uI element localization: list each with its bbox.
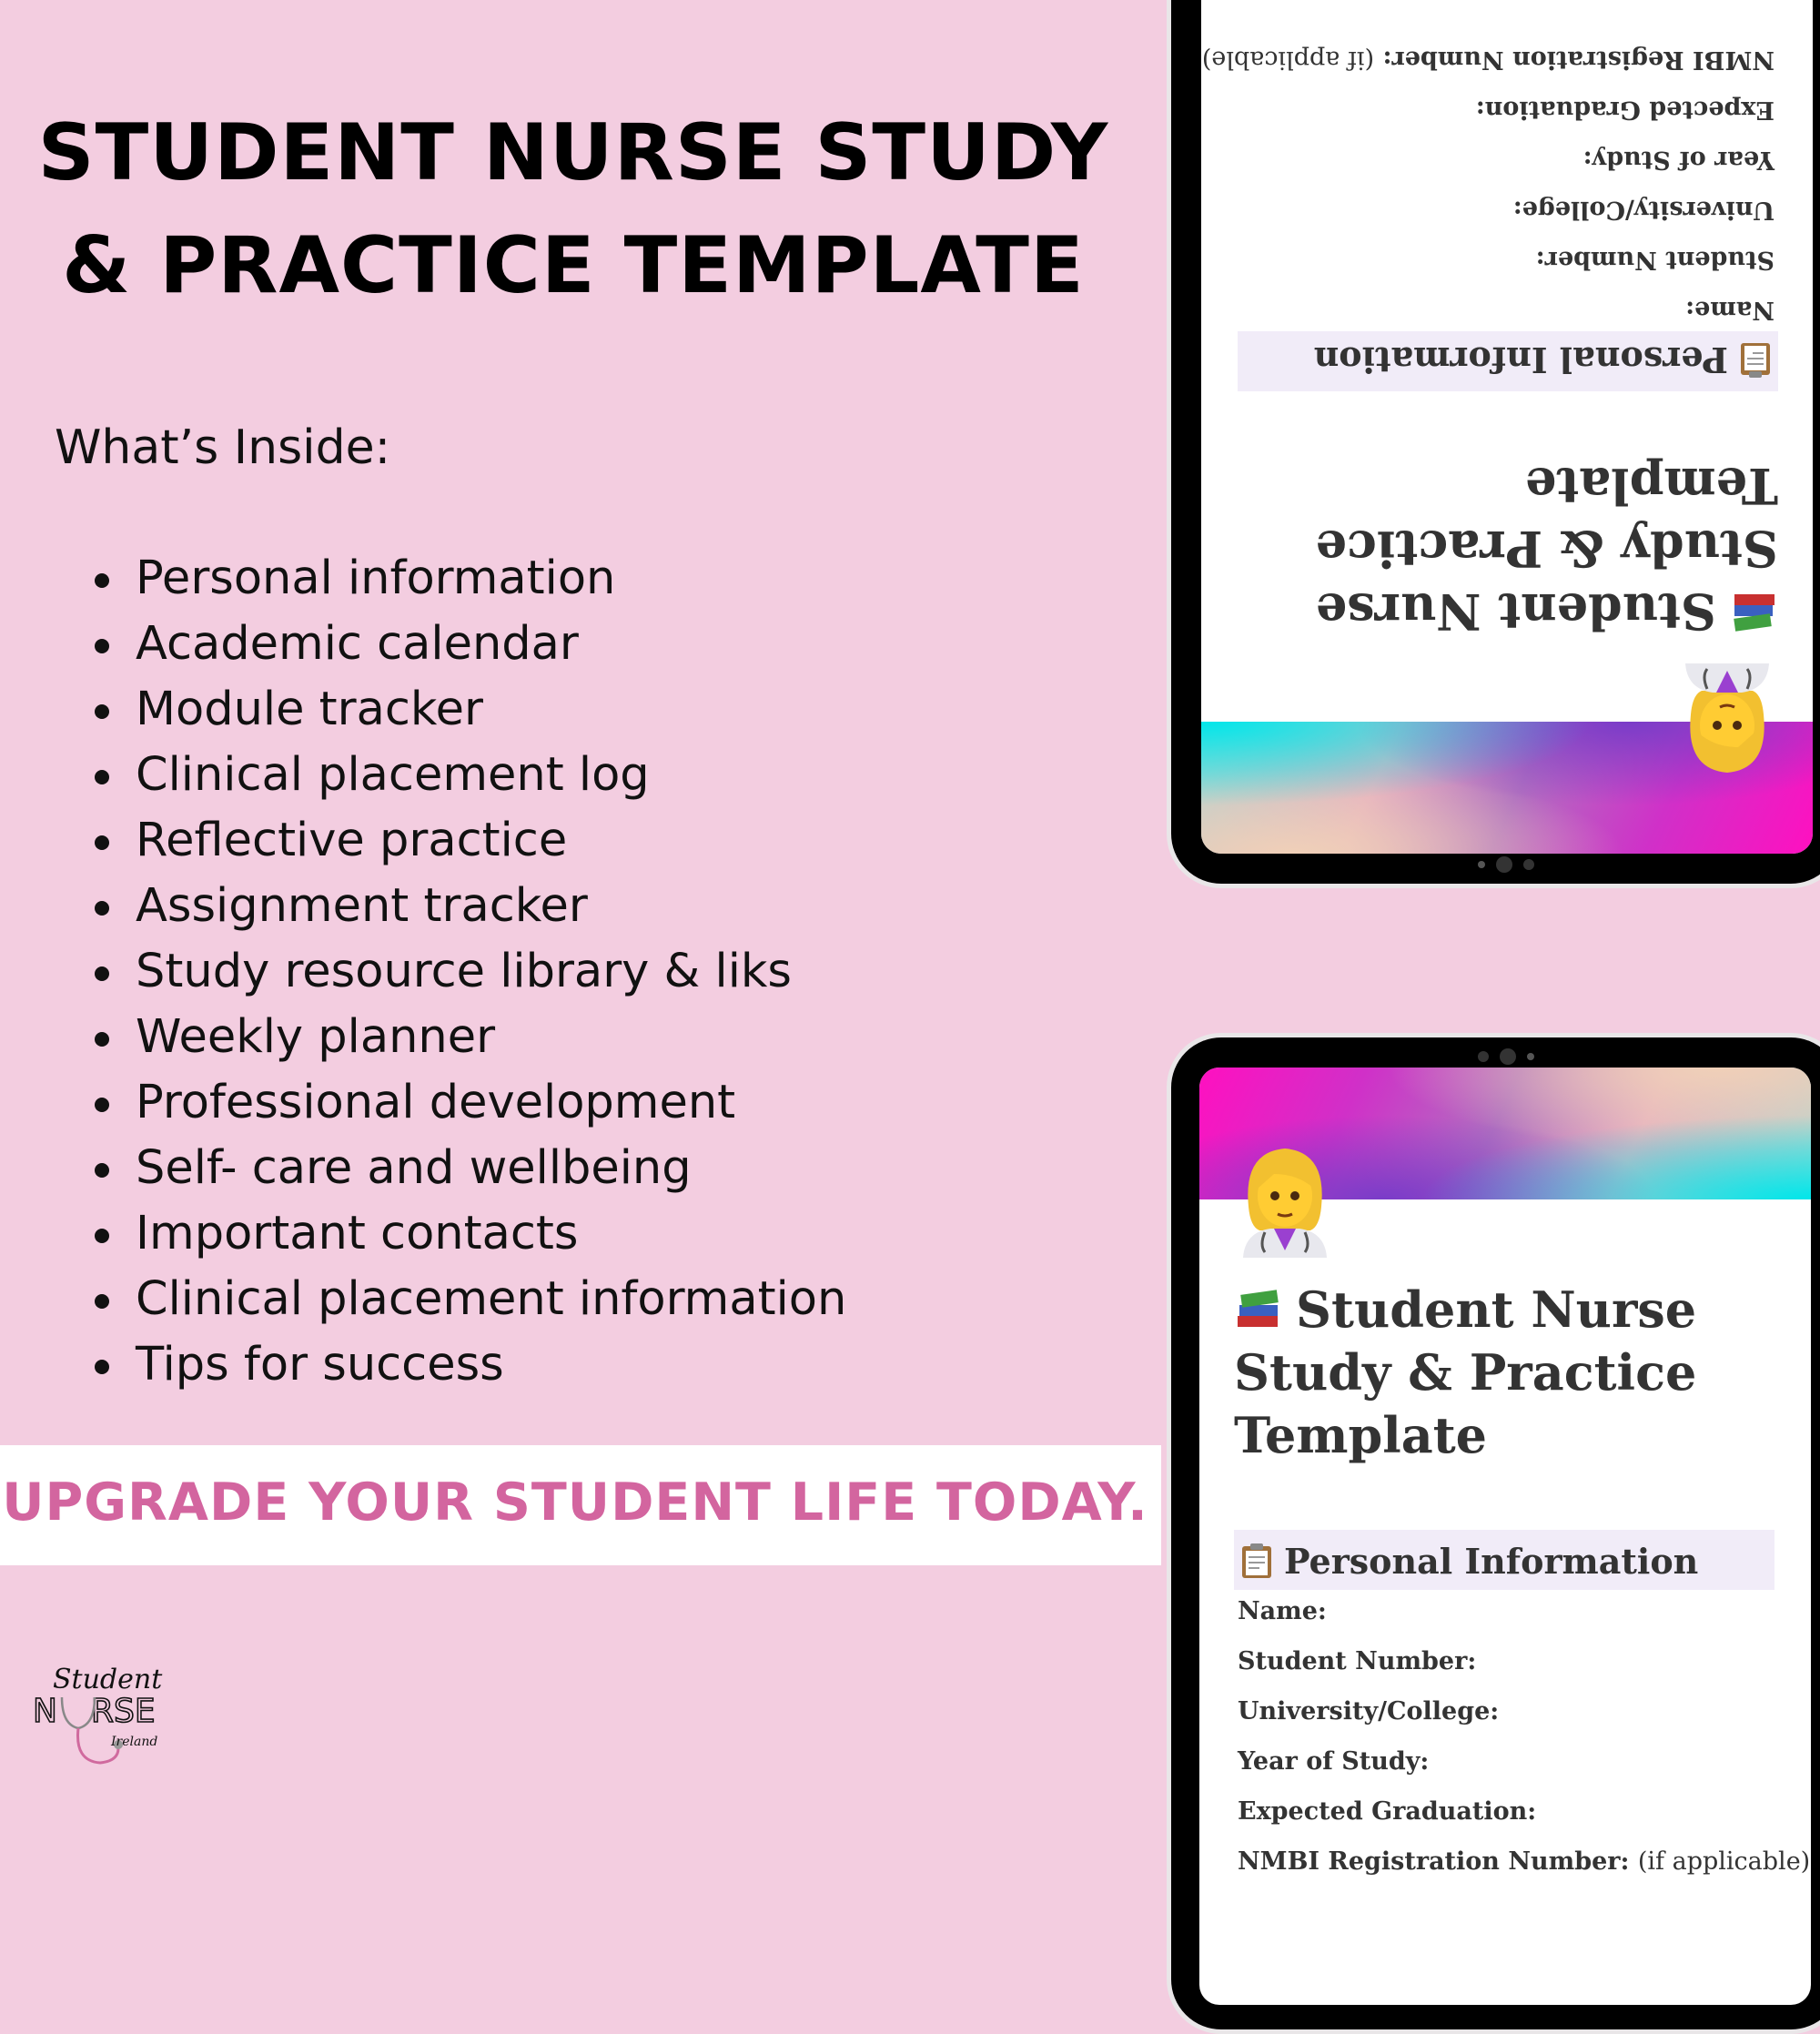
svg-text:N: N: [33, 1693, 57, 1730]
title-line-3: Template: [1524, 457, 1778, 515]
inside-item-label: Clinical placement log: [136, 748, 650, 802]
nmbi-note: (if applicable): [1201, 46, 1375, 74]
bullet-icon: [95, 1032, 109, 1047]
inside-list-item: [89, 1070, 846, 1136]
inside-item-label: Professional development: [136, 1076, 736, 1129]
field-year-of-study: Year of Study:: [1238, 1747, 1430, 1776]
inside-item-label: Tips for success: [136, 1338, 504, 1391]
section-title: Personal Information: [1284, 1541, 1699, 1582]
title-line-1: Student Nurse: [1315, 582, 1716, 641]
title-line-3: Template: [1234, 1406, 1488, 1464]
page-title: [1234, 1279, 1696, 1467]
inside-item-label: Clinical placement information: [136, 1272, 847, 1326]
inside-list-item: [89, 939, 846, 1005]
bullet-icon: [95, 1229, 109, 1243]
notion-page-screen: [1199, 1068, 1811, 2005]
field-student-number: Student Number:: [1238, 1647, 1477, 1675]
books-icon: [1729, 591, 1778, 636]
inside-list: [89, 546, 846, 1398]
field-nmbi-number: [1238, 1847, 1810, 1876]
bullet-icon: [95, 770, 109, 784]
title-line-1: Student Nurse: [1296, 1280, 1697, 1339]
inside-item-label: Module tracker: [136, 683, 483, 736]
clipboard-icon: [1239, 1543, 1274, 1579]
headline-line-2: & PRACTICE TEMPLATE: [62, 220, 1085, 311]
bullet-icon: [95, 966, 109, 981]
inside-list-item: [89, 612, 846, 677]
inside-item-label: Reflective practice: [136, 814, 568, 867]
clipboard-icon: [1738, 342, 1773, 379]
cta-banner: [0, 1445, 1161, 1565]
nmbi-label: NMBI Registration Number:: [1382, 46, 1774, 74]
student-nurse-ireland-logo: [27, 1652, 173, 1775]
inside-item-label: Important contacts: [136, 1207, 579, 1260]
personal-information-header: [1234, 1530, 1774, 1590]
bullet-icon: [95, 573, 109, 588]
inside-list-item: [89, 1267, 846, 1332]
field-university: University/College:: [1238, 1697, 1500, 1725]
tablet-mockup: [1167, 1033, 1820, 2034]
field-expected-graduation: Expected Graduation:: [1475, 96, 1774, 124]
inside-item-label: Weekly planner: [136, 1010, 496, 1064]
svg-text:Student: Student: [53, 1664, 163, 1695]
title-line-2: Study & Practice: [1315, 520, 1778, 578]
inside-list-item: [89, 1136, 846, 1201]
tablet-mockup-upside-down: [1167, 0, 1820, 888]
svg-text:Ireland: Ireland: [111, 1735, 158, 1749]
inside-list-item: [89, 1201, 846, 1267]
inside-heading: What’s Inside:: [55, 420, 391, 475]
field-name: Name:: [1685, 296, 1774, 324]
bullet-icon: [95, 835, 109, 850]
books-icon: [1234, 1285, 1283, 1331]
section-title: Personal Information: [1313, 339, 1728, 380]
nmbi-note: (if applicable): [1637, 1847, 1811, 1876]
field-year-of-study: Year of Study:: [1582, 146, 1774, 174]
inside-item-label: Study resource library & liks: [136, 945, 792, 998]
camera-bar: [1171, 1048, 1820, 1065]
personal-information-header: [1238, 331, 1778, 391]
title-line-2: Study & Practice: [1234, 1343, 1697, 1402]
field-student-number: Student Number:: [1535, 246, 1774, 274]
inside-list-item: [89, 1005, 846, 1070]
woman-health-worker-icon: [1680, 663, 1774, 778]
field-university: University/College:: [1512, 196, 1774, 224]
inside-item-label: Personal information: [136, 552, 616, 605]
inside-list-item: [89, 677, 846, 743]
headline-line-1: STUDENT NURSE STUDY: [37, 107, 1109, 198]
bullet-icon: [95, 639, 109, 653]
cta-text: UPGRADE YOUR STUDENT LIFE TODAY.: [2, 1472, 1148, 1533]
camera-bar: [1171, 856, 1820, 873]
inside-list-item: [89, 808, 846, 874]
field-expected-graduation: Expected Graduation:: [1238, 1797, 1537, 1826]
bullet-icon: [95, 1098, 109, 1112]
inside-item-label: Academic calendar: [136, 617, 579, 671]
notion-page-screen: [1201, 0, 1813, 854]
bullet-icon: [95, 1163, 109, 1178]
page-title: [1316, 454, 1778, 643]
inside-list-item: [89, 546, 846, 612]
bullet-icon: [95, 901, 109, 916]
inside-list-item: [89, 1332, 846, 1398]
inside-item-label: Self- care and wellbeing: [136, 1141, 692, 1195]
inside-item-label: Assignment tracker: [136, 879, 588, 933]
bullet-icon: [95, 1294, 109, 1309]
inside-list-item: [89, 874, 846, 939]
bullet-icon: [95, 1360, 109, 1374]
field-nmbi-number: [1202, 46, 1774, 74]
svg-text:RSE: RSE: [91, 1693, 156, 1730]
bullet-icon: [95, 704, 109, 719]
woman-health-worker-icon: [1238, 1143, 1332, 1258]
field-name: Name:: [1238, 1597, 1327, 1625]
nmbi-label: NMBI Registration Number:: [1238, 1847, 1630, 1876]
inside-list-item: [89, 743, 846, 808]
